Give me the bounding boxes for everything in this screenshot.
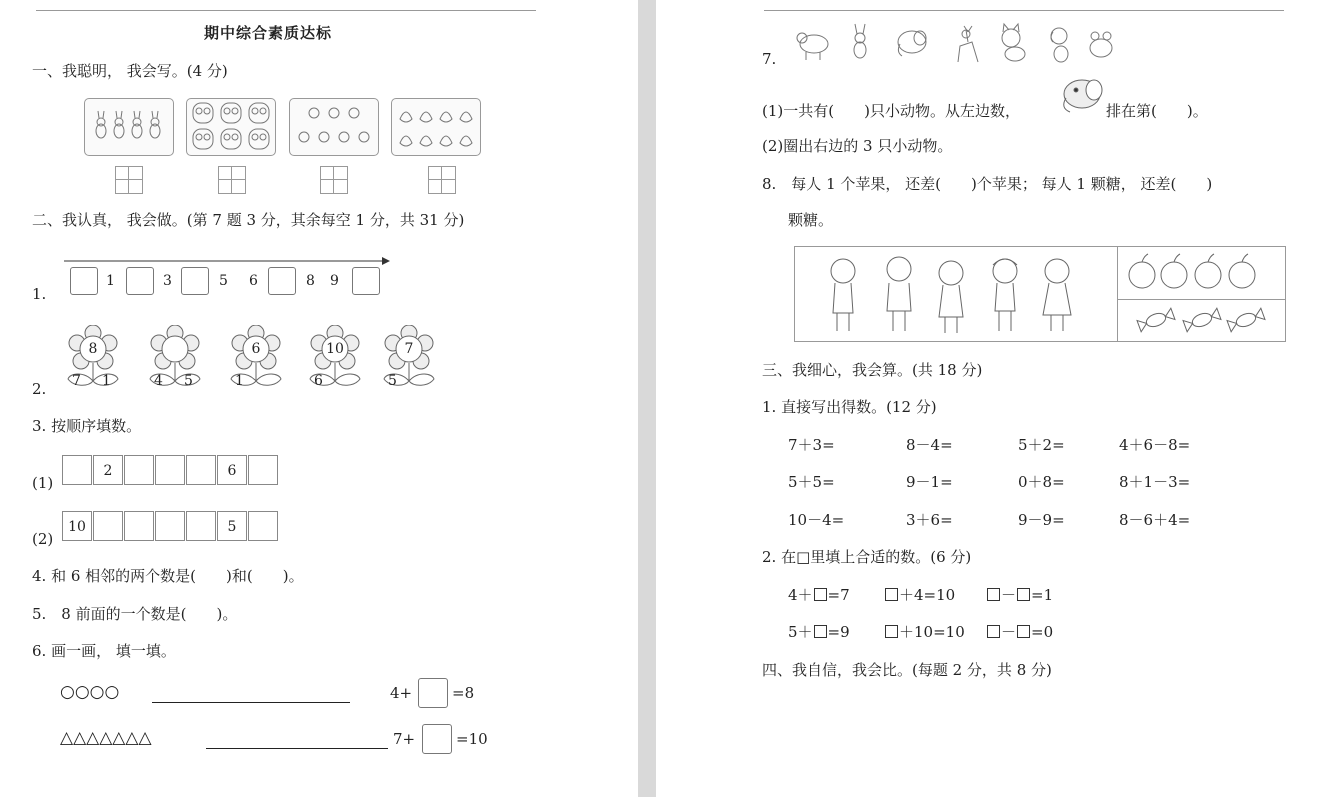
calc-item: 9－1= xyxy=(906,473,953,491)
number-line-value: 6 xyxy=(249,273,258,289)
fill-box[interactable] xyxy=(885,588,898,601)
flower-right-number: 5 xyxy=(184,373,193,389)
question-8-continued: 颗糖。 xyxy=(788,211,834,229)
question-7-label: 7. xyxy=(762,50,777,68)
flower-left-number: 1 xyxy=(235,373,244,389)
calc-1-heading: 1. 直接写出得数。(12 分) xyxy=(762,398,937,416)
flower-right-number: 1 xyxy=(102,373,111,389)
equation-blank[interactable] xyxy=(418,678,448,708)
candy-icon xyxy=(1118,300,1286,342)
sequence-cell[interactable] xyxy=(62,455,92,485)
number-line-value: 5 xyxy=(219,273,228,289)
calc-item: 7＋3= xyxy=(788,436,835,454)
drawing-line[interactable] xyxy=(152,702,350,703)
flower-left-number: 4 xyxy=(154,373,163,389)
section-3-heading: 三、我细心，我会算。(共 18 分) xyxy=(762,361,983,379)
page-gutter xyxy=(638,0,656,797)
calc-item: 0＋8= xyxy=(1018,473,1065,491)
fill-box[interactable] xyxy=(1017,625,1030,638)
owls-picture xyxy=(186,98,276,156)
question-3: 3. 按顺序填数。 xyxy=(32,417,142,435)
question-7-1-part-a: (1)一共有( )只小动物。从左边数， xyxy=(762,102,1020,120)
flower-decompose xyxy=(380,325,438,391)
number-line-blank[interactable] xyxy=(70,267,98,295)
number-line xyxy=(60,255,395,267)
flower-left-number: 5 xyxy=(388,373,397,389)
sequence-cell: 6 xyxy=(217,455,247,485)
equation-part: =8 xyxy=(452,684,475,702)
owl-icon xyxy=(187,99,275,155)
section-2-heading: 二、我认真， 我会做。(第 7 题 3 分，其余每空 1 分，共 31 分) xyxy=(32,211,465,229)
sequence-cell: 10 xyxy=(62,511,92,541)
drawing-line[interactable] xyxy=(206,748,388,749)
sequence-cell[interactable] xyxy=(248,455,278,485)
fill-item: 4＋ =7 xyxy=(788,586,850,604)
equation-part: =10 xyxy=(456,730,488,748)
fill-box[interactable] xyxy=(814,625,827,638)
rabbit-icon xyxy=(854,24,866,58)
right-page xyxy=(656,0,1326,797)
cat-icon xyxy=(1002,24,1025,61)
sequence-cell: 2 xyxy=(93,455,123,485)
flower-top-number: 7 xyxy=(404,341,414,357)
calc-item: 8－4= xyxy=(906,436,953,454)
fill-box[interactable] xyxy=(885,625,898,638)
sequence-cell[interactable] xyxy=(155,511,185,541)
sequence-cell: 5 xyxy=(217,511,247,541)
flower-decompose xyxy=(64,325,122,391)
flower-left-number: 6 xyxy=(314,373,323,389)
question-2-label: 2. xyxy=(32,380,47,398)
deer-icon xyxy=(958,26,978,62)
calc-item: 5＋5= xyxy=(788,473,835,491)
triangles-shapes: △△△△△△△ xyxy=(60,728,152,748)
squirrel-icon xyxy=(392,99,480,155)
answer-grid[interactable] xyxy=(218,166,246,194)
number-line-blank[interactable] xyxy=(126,267,154,295)
sequence-cell[interactable] xyxy=(124,455,154,485)
header-rule xyxy=(764,0,1284,11)
number-line-blank[interactable] xyxy=(268,267,296,295)
sequence-cell[interactable] xyxy=(155,455,185,485)
frog-icon xyxy=(1090,32,1112,57)
equation-part: 7+ xyxy=(393,730,416,748)
question-5: 5. 8 前面的一个数是( )。 xyxy=(32,605,238,623)
question-4: 4. 和 6 相邻的两个数是( )和( )。 xyxy=(32,567,304,585)
equation-blank[interactable] xyxy=(422,724,452,754)
flower-decompose xyxy=(146,325,204,391)
number-line-blank[interactable] xyxy=(181,267,209,295)
question-3-2-label: (2) xyxy=(32,530,54,548)
answer-grid[interactable] xyxy=(115,166,143,194)
calc-item: 3＋6= xyxy=(906,511,953,529)
left-page xyxy=(0,0,638,797)
fill-item: ＋10=10 xyxy=(884,621,965,642)
fill-item: － =1 xyxy=(986,584,1053,605)
flower-top-number: 6 xyxy=(251,341,261,357)
equation-part: 4+ xyxy=(390,684,413,702)
number-line-value: 1 xyxy=(106,273,115,289)
circles-shapes: ○○○○ xyxy=(60,682,120,702)
section-1-heading: 一、我聪明， 我会写。(4 分) xyxy=(32,62,228,80)
header-rule xyxy=(36,0,536,11)
calc-item: 8＋1－3= xyxy=(1119,473,1191,491)
apple-icon xyxy=(1118,247,1286,299)
number-line-value: 3 xyxy=(163,273,172,289)
fill-box[interactable] xyxy=(987,588,1000,601)
sequence-cell[interactable] xyxy=(186,455,216,485)
number-line-value: 9 xyxy=(330,273,339,289)
rabbits-picture xyxy=(84,98,174,156)
question-7-2: (2)圈出右边的 3 只小动物。 xyxy=(762,137,953,155)
dog-icon xyxy=(1051,28,1068,62)
calc-item: 10－4= xyxy=(788,511,845,529)
flower-top-number: 8 xyxy=(88,341,98,357)
section-4-heading: 四、我自信，我会比。(每题 2 分，共 8 分) xyxy=(762,661,1052,679)
animals-row xyxy=(792,22,1152,64)
fill-item: ＋4=10 xyxy=(884,584,955,605)
question-1-label: 1. xyxy=(32,285,47,303)
answer-grid[interactable] xyxy=(320,166,348,194)
chicks-picture xyxy=(289,98,379,156)
calc-item: 5＋2= xyxy=(1018,436,1065,454)
flower-left-number: 7 xyxy=(72,373,81,389)
number-line-blank[interactable] xyxy=(352,267,380,295)
calc-item: 9－9= xyxy=(1018,511,1065,529)
sequence-cell[interactable] xyxy=(248,511,278,541)
rabbit-icon xyxy=(85,99,173,155)
flower-top-number: 10 xyxy=(326,341,344,357)
fill-box[interactable] xyxy=(987,625,1000,638)
fill-box[interactable] xyxy=(1017,588,1030,601)
flower-decompose xyxy=(227,325,285,391)
children-fruits-picture xyxy=(794,246,1286,342)
question-6: 6. 画一画， 填一填。 xyxy=(32,642,176,660)
sheep-icon xyxy=(797,33,828,60)
question-3-1-label: (1) xyxy=(32,474,54,492)
chick-icon xyxy=(290,99,378,155)
children-icon xyxy=(795,247,1117,341)
question-7-1-part-b: 排在第( )。 xyxy=(1106,102,1208,120)
calc-item: 8－6＋4= xyxy=(1119,511,1191,529)
sequence-cell[interactable] xyxy=(93,511,123,541)
fill-box[interactable] xyxy=(814,588,827,601)
answer-grid[interactable] xyxy=(428,166,456,194)
sequence-cell[interactable] xyxy=(186,511,216,541)
elephant-icon xyxy=(1056,76,1106,114)
fill-item: 5＋ =9 xyxy=(788,623,850,641)
calc-item: 4＋6－8= xyxy=(1119,436,1191,454)
number-line-value: 8 xyxy=(306,273,315,289)
calc-2-heading: 2. 在□里填上合适的数。(6 分) xyxy=(762,548,972,566)
flower-decompose xyxy=(306,325,364,391)
sequence-cell[interactable] xyxy=(124,511,154,541)
fill-item: － =0 xyxy=(986,621,1053,642)
squirrels-picture xyxy=(391,98,481,156)
question-8: 8. 每人 1 个苹果， 还差( )个苹果； 每人 1 颗糖， 还差( ) xyxy=(762,175,1213,193)
elephant-icon xyxy=(898,31,926,56)
page-title: 期中综合素质达标 xyxy=(204,24,333,42)
